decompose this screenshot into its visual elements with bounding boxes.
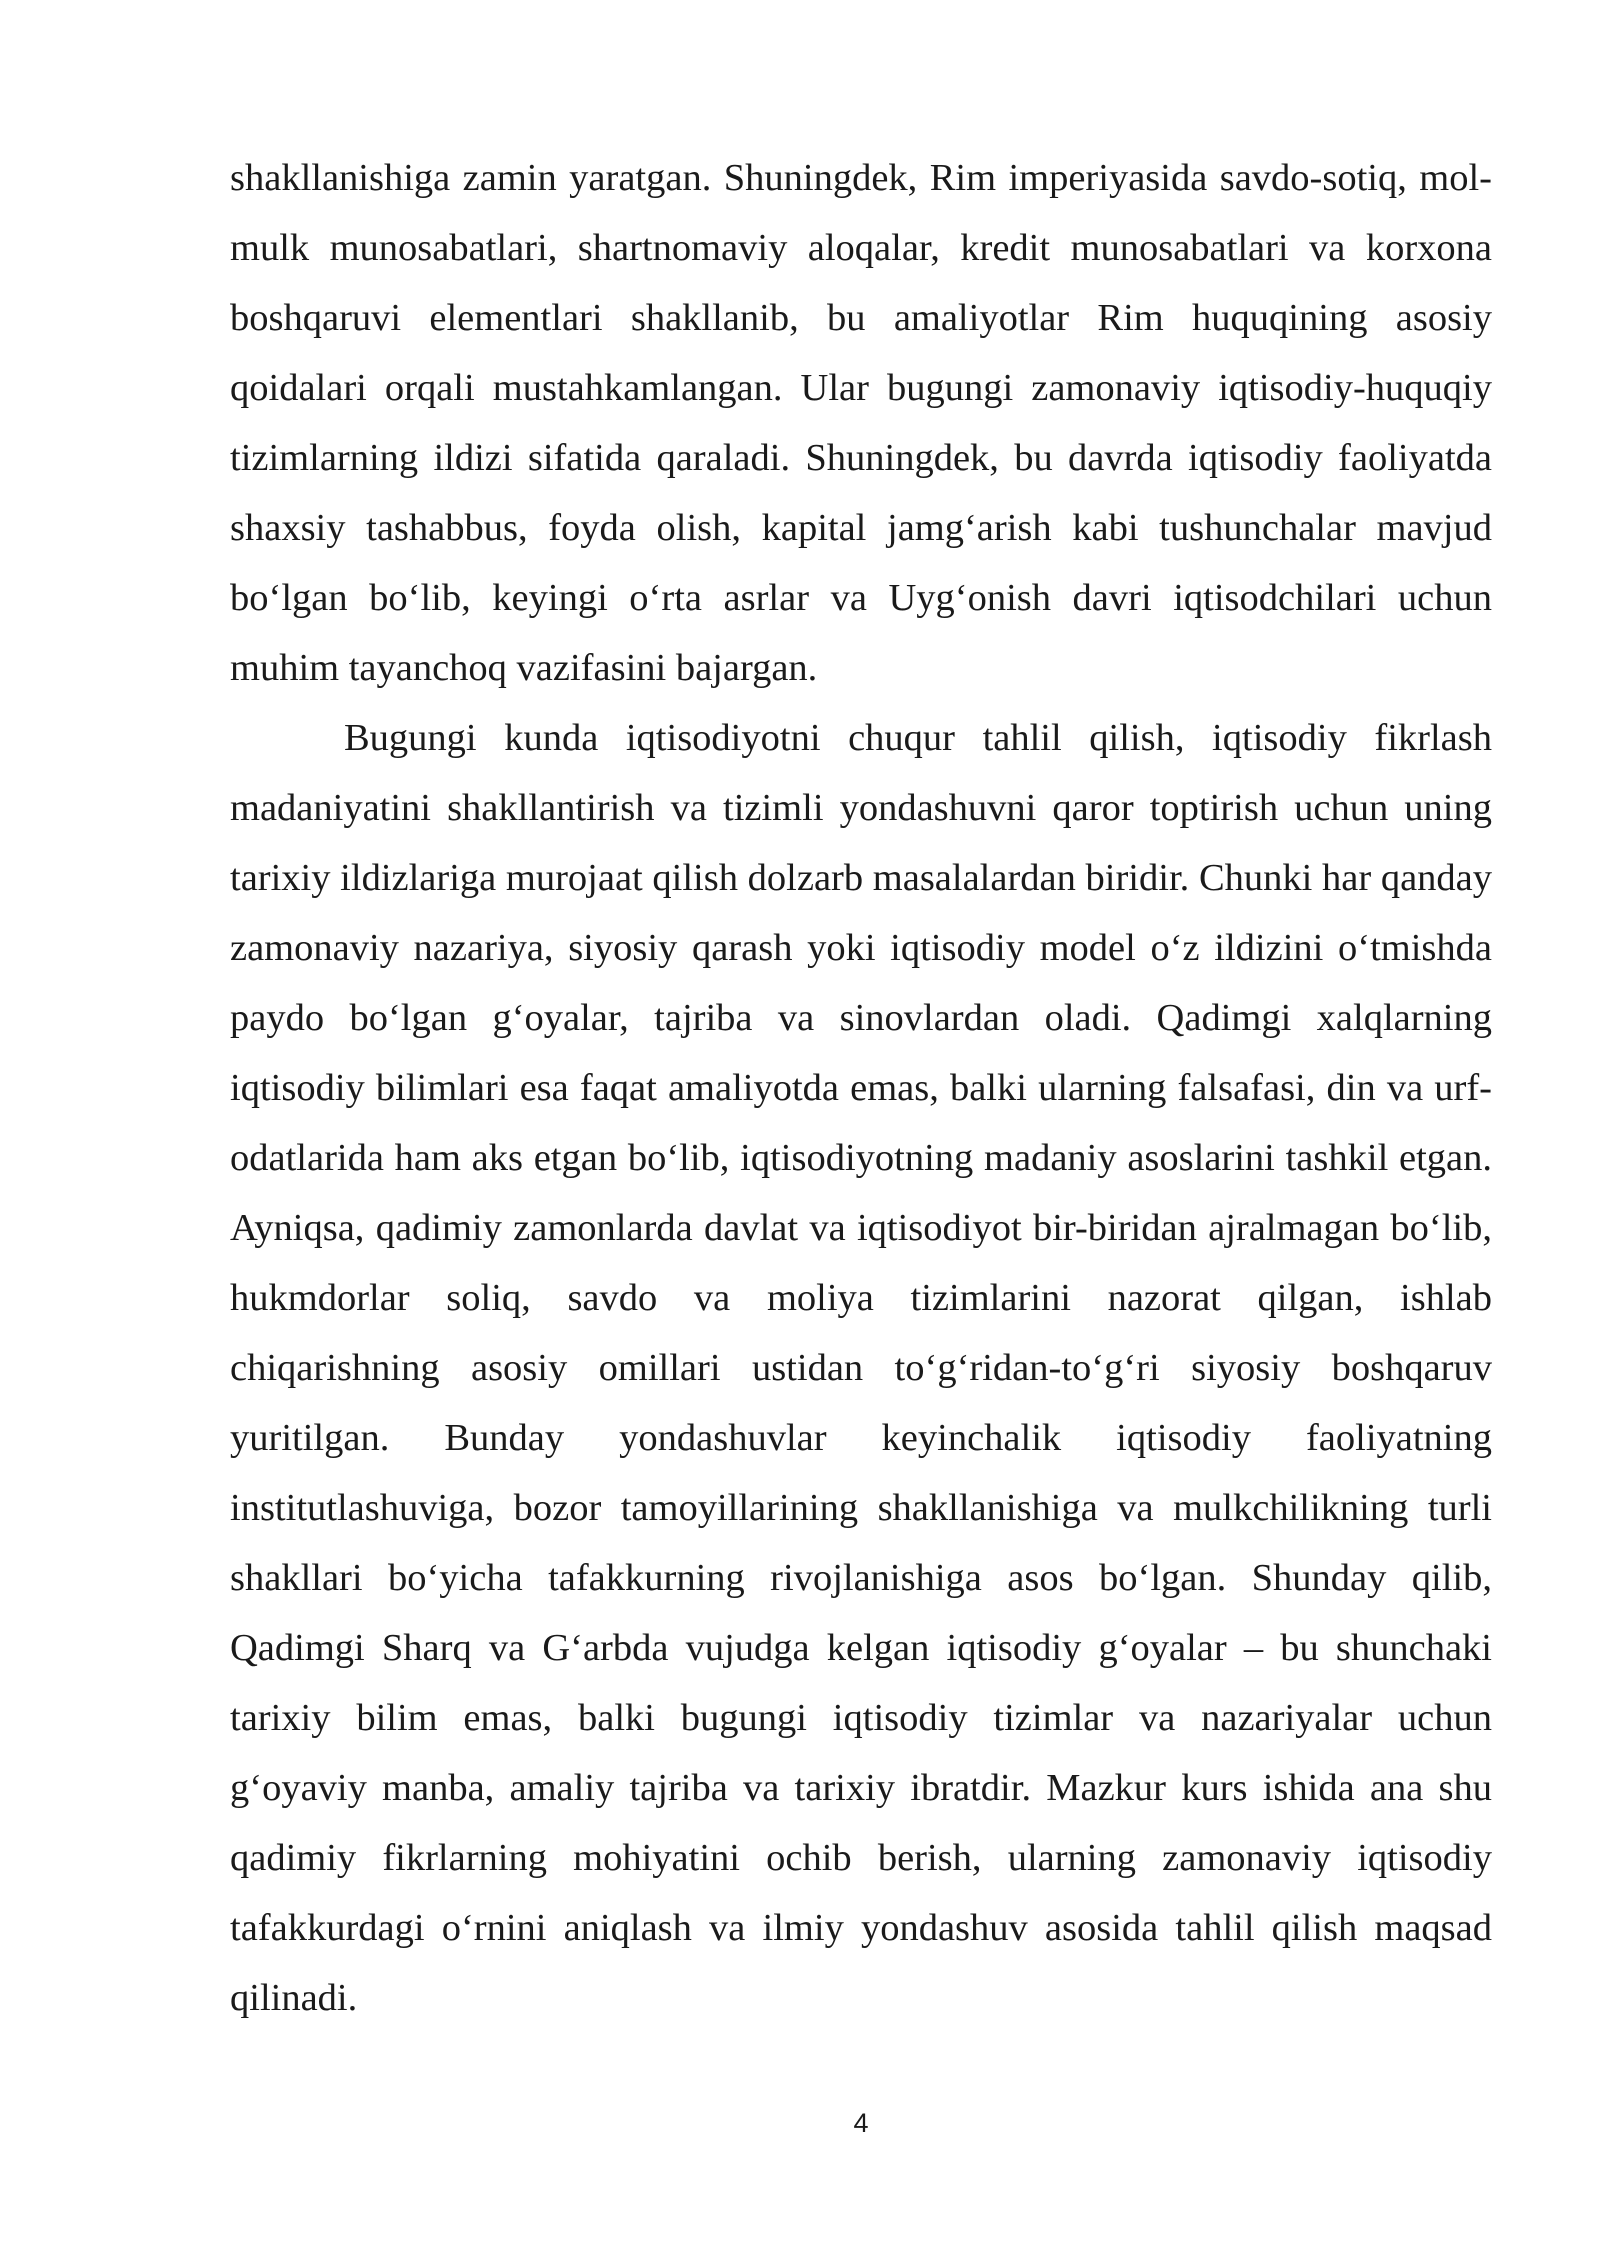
body-text: [230, 143, 1492, 2033]
paragraph-main: Bugungi kunda iqtisodiyotni chuqur tahlil qilish, iqtisodiy fikrlash madaniyatini shakllantirish va tizimli yondashuvni qaror toptirish uchun uning tarixiy ildizlariga murojaat qilish dolzarb masalalardan biridir. Chunki har qanday zamonaviy nazariya, siyosiy qarash yoki iqtisodiy model o‘z ildizini o‘tmishda paydo bo‘lgan g‘oyalar, tajriba va sinovlardan oladi. Qadimgi xalqlarning iqtisodiy bilimlari esa faqat amaliyotda emas, balki ularning falsafasi, din va urf-odatlarida ham aks etgan bo‘lib, iqtisodiyotning madaniy asoslarini tashkil etgan. Ayniqsa, qadimiy zamonlarda davlat va iqtisodiyot bir-biridan ajralmagan bo‘lib, hukmdorlar soliq, savdo va moliya tizimlarini nazorat qilgan, ishlab chiqarishning asosiy omillari ustidan to‘g‘ridan-to‘g‘ri siyosiy boshqaruv yuritilgan. Bunday yondashuvlar keyinchalik iqtisodiy faoliyatning institutlashuviga, bozor tamoyillarining shakllanishiga va mulkchilikning turli shakllari bo‘yicha tafakkurning rivojlanishiga asos bo‘lgan. Shunday qilib, Qadimgi Sharq va G‘arbda vujudga kelgan iqtisodiy g‘oyalar – bu shunchaki tarixiy bilim emas, balki bugungi iqtisodiy tizimlar va nazariyalar uchun g‘oyaviy manba, amaliy tajriba va tarixiy ibratdir. Mazkur kurs ishida ana shu qadimiy fikrlarning mohiyatini ochib berish, ularning zamonaviy iqtisodiy tafakkurdagi o‘rnini aniqlash va ilmiy yondashuv asosida tahlil qilish maqsad qilinadi.: [230, 717, 1492, 2019]
page-number: 4: [853, 2108, 869, 2138]
paragraph-continuation: shakllanishiga zamin yaratgan. Shuningdek, Rim imperiyasida savdo-sotiq, mol-mulk munosabatlari, shartnomaviy aloqalar, kredit munosabatlari va korxona boshqaruvi elementlari shakllanib, bu amaliyotlar Rim huquqining asosiy qoidalari orqali mustahkamlangan. Ular bugungi zamonaviy iqtisodiy-huquqiy tizimlarning ildizi sifatida qaraladi. Shuningdek, bu davrda iqtisodiy faoliyatda shaxsiy tashabbus, foyda olish, kapital jamg‘arish kabi tushunchalar mavjud bo‘lgan bo‘lib, keyingi o‘rta asrlar va Uyg‘onish davri iqtisodchilari uchun muhim tayanchoq vazifasini bajargan.: [230, 157, 1492, 689]
